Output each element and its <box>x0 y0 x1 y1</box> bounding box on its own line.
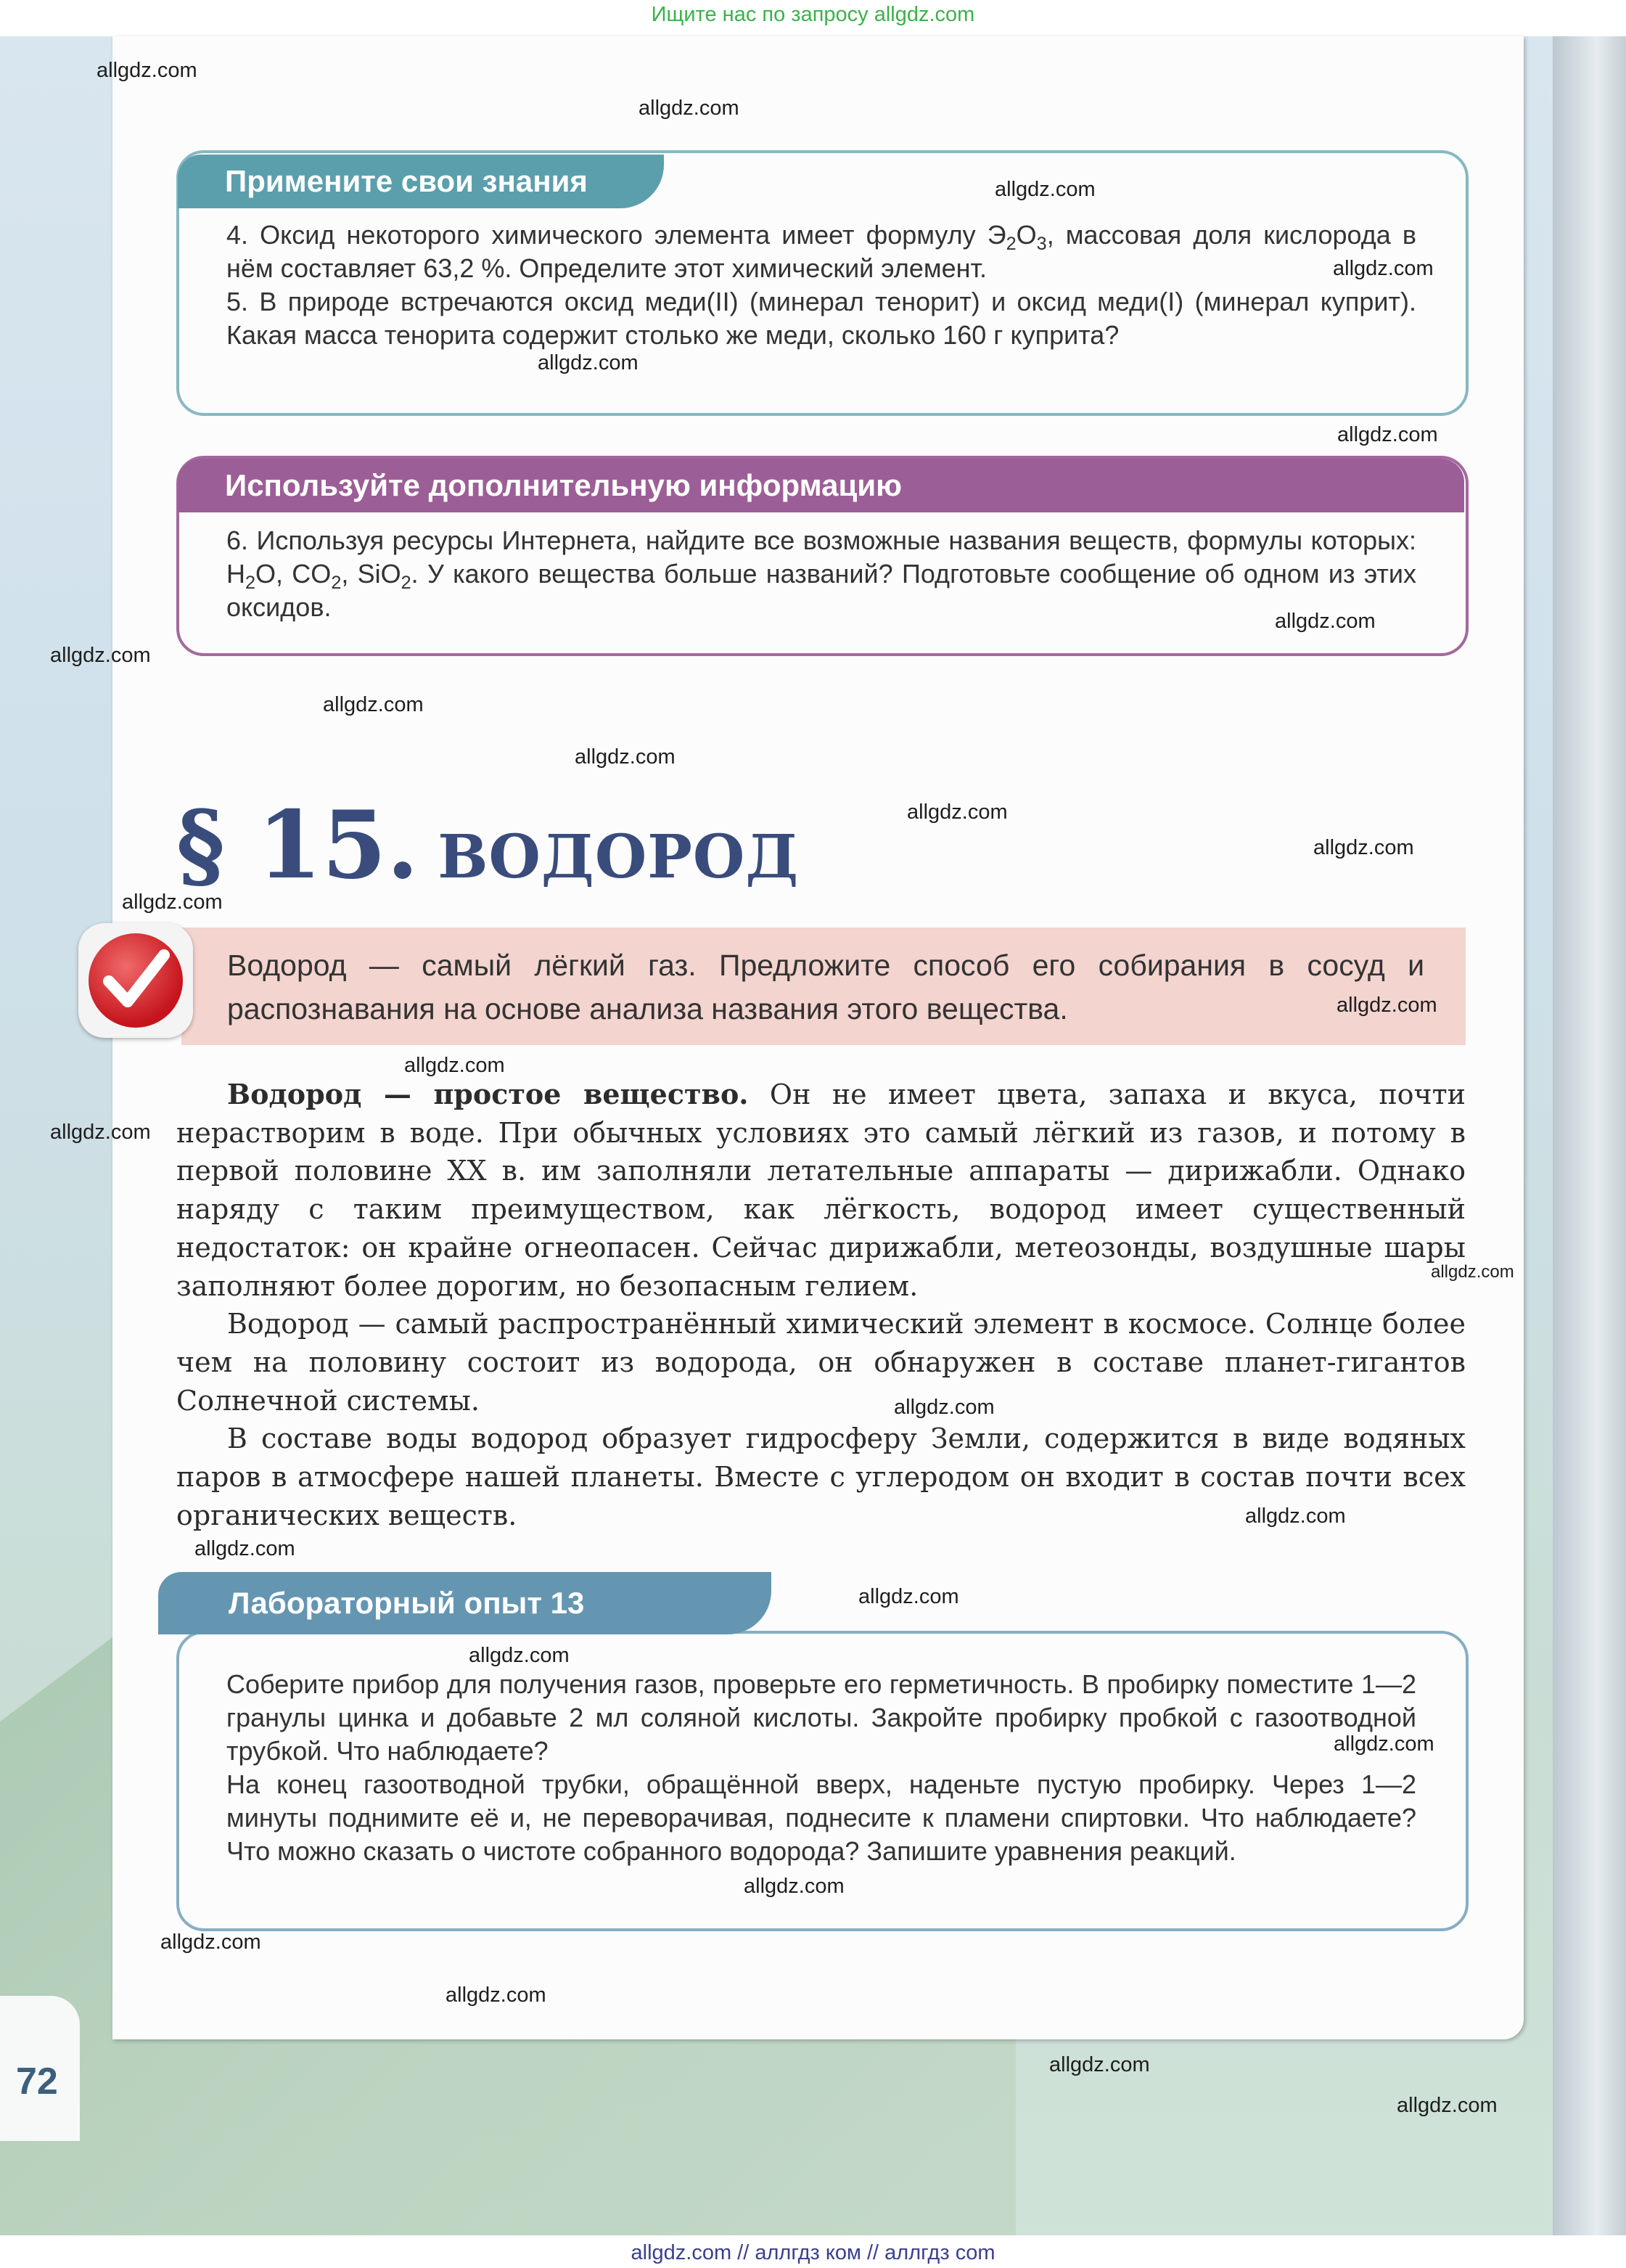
definition-bold: Водород — простое вещество. <box>227 1078 749 1110</box>
watermark: allgdz.com <box>858 1585 959 1608</box>
question-4: 4. Оксид некоторого химического элемента имеет формулу $Э_2О_3$, массовая доля кислорода в нём составляет 63,2 %. Определите этот химический элемент. <box>226 220 1417 283</box>
section-number: § 15. <box>176 791 419 900</box>
watermark: allgdz.com <box>1245 1505 1346 1528</box>
body-paragraph-2: Водород — самый распространённый химический элемент в космосе. Солнце более чем на половину состоит из водорода, он обнаружен в составе планет-гигантов Солнечной системы. <box>176 1308 1466 1417</box>
watermark: allgdz.com <box>894 1396 995 1419</box>
watermark: allgdz.com <box>1275 610 1376 633</box>
body-paragraph-1: Водород — простое вещество. Он не имеет цвета, запаха и вкуса, почти нерастворим в воде. При обычных условиях это самый лёгкий из газов, и потому в первой половине XX в. им заполняли летательные аппараты — дирижабли. Однако наряду с таким преимуществом, как лёгкость, водород имеет существенный недостаток: он крайне огнеопасен. Сейчас дирижабли, метеозонды, воздушные шары заполняют более дорогим, но безопасным гелием. <box>176 1078 1466 1302</box>
watermark: allgdz.com <box>639 97 739 120</box>
apply-knowledge-text <box>226 218 1416 352</box>
watermark: allgdz.com <box>160 1931 261 1954</box>
section-body <box>176 1076 1466 1534</box>
watermark: allgdz.com <box>469 1644 570 1667</box>
watermark: allgdz.com <box>323 693 424 716</box>
watermark: allgdz.com <box>538 351 639 374</box>
watermark: allgdz.com <box>404 1054 505 1077</box>
watermark: allgdz.com <box>1313 836 1414 859</box>
lab-experiment-text <box>226 1668 1416 1868</box>
watermark: allgdz.com <box>50 1121 151 1144</box>
watermark: allgdz.com <box>194 1537 295 1560</box>
section-title <box>176 791 799 900</box>
page-number: 72 <box>16 2060 58 2103</box>
lab-experiment-title: Лабораторный опыт 13 <box>158 1572 771 1634</box>
watermark: allgdz.com <box>907 801 1008 824</box>
watermark: allgdz.com <box>1337 423 1438 446</box>
watermark: allgdz.com <box>122 891 223 914</box>
top-ad-link[interactable]: Ищите нас по запросу allgdz.com <box>651 3 975 26</box>
additional-info-text <box>226 524 1416 624</box>
watermark: allgdz.com <box>575 745 676 769</box>
watermark: allgdz.com <box>744 1875 845 1898</box>
watermark: allgdz.com <box>995 178 1096 201</box>
lab-step-1: Соберите прибор для получения газов, проверьте его герметичность. В пробирку поместите 1—2 гранулы цинка и добавьте 2 мл соляной кислоты. Закройте пробирку пробкой с газоотводной трубкой. Что наблюдаете? <box>226 1669 1416 1766</box>
watermark: allgdz.com <box>445 1984 546 2007</box>
watermark: allgdz.com <box>1431 1262 1514 1282</box>
question-5: 5. В природе встречаются оксид меди(II) (минерал тенорит) и оксид меди(I) (минерал куприт). Какая масса тенорита содержит столько же меди, сколько 160 г куприта? <box>226 287 1416 350</box>
body-paragraph-3: В составе воды водород образует гидросферу Земли, содержится в виде водяных паров в атмосфере нашей планеты. Вместе с углеродом он входит в состав почти всех органических веществ. <box>176 1422 1466 1531</box>
watermark: allgdz.com <box>1333 257 1434 280</box>
watermark: allgdz.com <box>1336 994 1437 1017</box>
watermark: allgdz.com <box>1397 2094 1498 2117</box>
question-6: 6. Используя ресурсы Интернета, найдите все возможные названия веществ, формулы которых: $H_2O$, $CO_2$, SiO$_2$. У какого вещества больше названий? Подготовьте сообщение об одном из этих оксидов. <box>226 525 1416 622</box>
watermark: allgdz.com <box>97 59 197 82</box>
watermark: allgdz.com <box>1049 2053 1150 2076</box>
section-name: ВОДОРОД <box>438 822 800 892</box>
checkmark-icon <box>78 923 193 1038</box>
book-spine-edge <box>1553 36 1626 2235</box>
watermark: allgdz.com <box>50 644 151 667</box>
apply-knowledge-title: Примените свои знания <box>178 155 664 208</box>
lab-step-2: На конец газоотводной трубки, обращённой вверх, наденьте пустую пробирку. Через 1—2 минуты поднимите её и, не переворачивая, поднесите к пламени спиртовки. Что наблюдаете? Что можно сказать о чистоте собранного водорода? Запишите уравнения реакций. <box>226 1769 1416 1866</box>
bottom-ad-link[interactable]: allgdz.com // аллгдз ком // аллгдз com <box>631 2241 995 2264</box>
additional-info-title: Используйте дополнительную информацию <box>178 459 1464 512</box>
watermark: allgdz.com <box>1334 1732 1434 1756</box>
section-question: Водород — самый лёгкий газ. Предложите способ его собирания в сосуд и распознавания на основе анализа названия этого вещества. <box>227 949 1424 1025</box>
